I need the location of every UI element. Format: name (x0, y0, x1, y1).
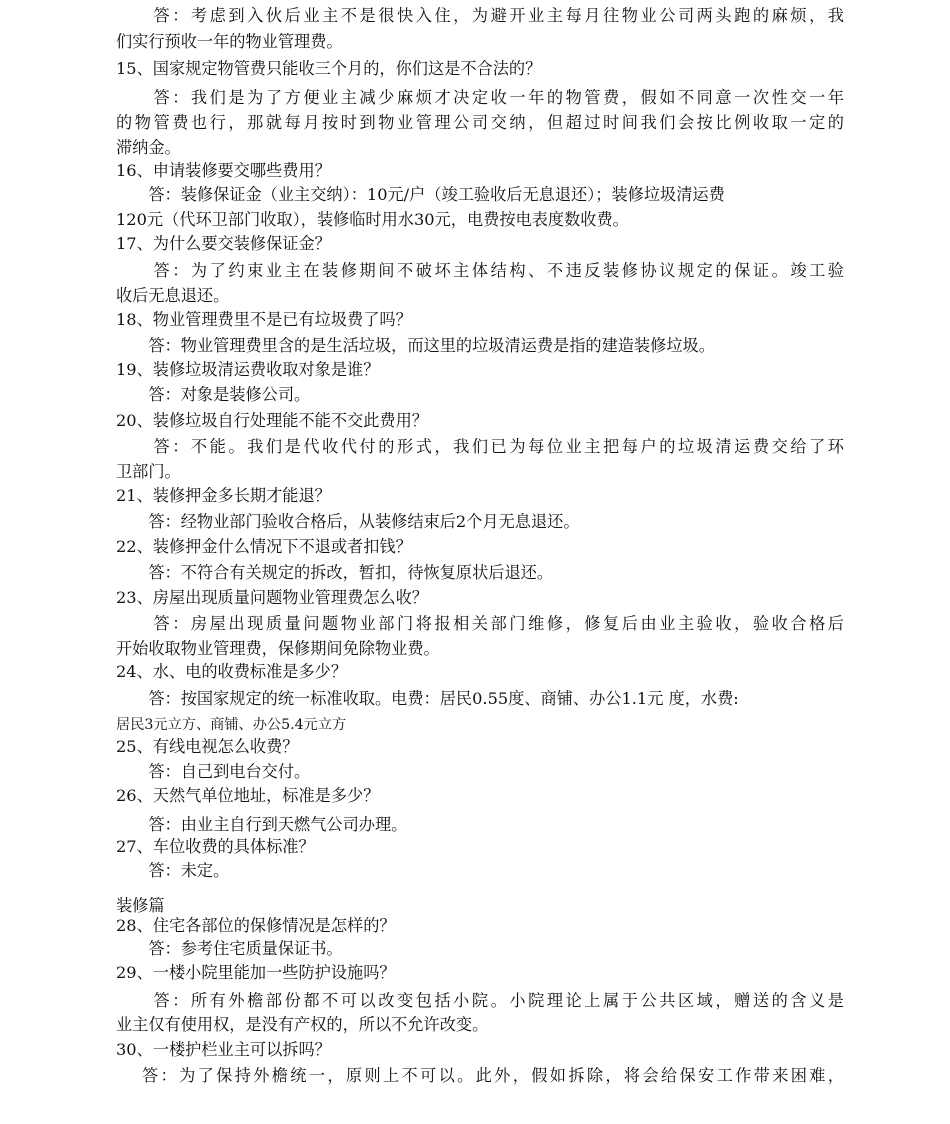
question-line: 21、装修押金多长期才能退？ (116, 486, 331, 505)
question-line: 26、天然气单位地址，标准是多少？ (116, 786, 380, 805)
answer-line: 答：按国家规定的统一标准收取。电费：居民0.55度、商铺、办公1.1元 度，水费: (116, 689, 739, 708)
answer-line: 答：我们是为了方便业主减少麻烦才决定收一年的物管费，假如不同意一次性交一年 (116, 88, 844, 107)
question-line: 24、水、电的收费标准是多少？ (116, 662, 348, 681)
question-line: 30、一楼护栏业主可以拆吗？ (116, 1040, 331, 1059)
answer-line: 的物管费也行，那就每月按时到物业管理公司交纳，但超过时间我们会按比例收取一定的 (116, 113, 844, 132)
section-heading: 装修篇 (116, 896, 165, 915)
question-line: 16、申请装修要交哪些费用？ (116, 161, 331, 180)
question-line: 17、为什么要交装修保证金？ (116, 234, 331, 253)
answer-line: 卫部门。 (116, 462, 181, 481)
question-line: 18、物业管理费里不是已有垃圾费了吗？ (116, 310, 412, 329)
question-line: 20、装修垃圾自行处理能不能不交此费用？ (116, 411, 428, 430)
answer-line: 答：不符合有关规定的拆改，暂扣，待恢复原状后退还。 (116, 563, 554, 582)
answer-line: 滞纳金。 (116, 138, 181, 157)
question-line: 15、国家规定物管费只能收三个月的，你们这是不合法的？ (116, 59, 542, 78)
question-line: 28、住宅各部位的保修情况是怎样的？ (116, 916, 396, 935)
answer-line: 答：经物业部门验收合格后，从装修结束后2个月无息退还。 (116, 512, 580, 531)
question-line: 27、车位收费的具体标准？ (116, 837, 315, 856)
answer-line: 答：由业主自行到天燃气公司办理。 (116, 815, 408, 834)
answer-line: 居民3元立方、商铺、办公5.4元立方 (116, 717, 347, 733)
answer-line: 答：对象是装修公司。 (116, 385, 311, 404)
answer-line: 收后无息退还。 (116, 286, 230, 305)
answer-line: 答：考虑到入伙后业主不是很快入住，为避开业主每月往物业公司两头跑的麻烦，我 (116, 6, 844, 25)
answer-line: 答：未定。 (116, 861, 230, 880)
question-line: 23、房屋出现质量问题物业管理费怎么收？ (116, 588, 428, 607)
answer-line: 120元（代环卫部门收取），装修临时用水30元，电费按电表度数收费。 (116, 210, 629, 229)
answer-line: 答：为了约束业主在装修期间不破坏主体结构、不违反装修协议规定的保证。竣工验 (116, 261, 844, 280)
answer-line: 业主仅有使用权，是没有产权的，所以不允许改变。 (116, 1015, 489, 1034)
answer-line: 答：自己到电台交付。 (116, 762, 311, 781)
question-line: 25、有线电视怎么收费？ (116, 737, 299, 756)
answer-line: 答：为了保持外檐统一，原则上不可以。此外，假如拆除，将会给保安工作带来困难， (116, 1066, 844, 1085)
question-line: 22、装修押金什么情况下不退或者扣钱？ (116, 537, 412, 556)
answer-line: 答：参考住宅质量保证书。 (116, 939, 343, 958)
answer-line: 答：房屋出现质量问题物业部门将报相关部门维修，修复后由业主验收，验收合格后 (116, 614, 844, 633)
answer-line: 答：物业管理费里含的是生活垃圾，而这里的垃圾清运费是指的建造装修垃圾。 (116, 336, 715, 355)
answer-line: 答：装修保证金（业主交纳）：10元/户（竣工验收后无息退还）；装修垃圾清运费 (116, 185, 725, 204)
question-line: 29、一楼小院里能加一些防护设施吗？ (116, 963, 396, 982)
answer-line: 答：所有外檐部份都不可以改变包括小院。小院理论上属于公共区域，赠送的含义是 (116, 991, 844, 1010)
answer-line: 们实行预收一年的物业管理费。 (116, 32, 343, 51)
answer-line: 答：不能。我们是代收代付的形式，我们已为每位业主把每户的垃圾清运费交给了环 (116, 437, 844, 456)
question-line: 19、装修垃圾清运费收取对象是谁？ (116, 360, 380, 379)
answer-line: 开始收取物业管理费，保修期间免除物业费。 (116, 639, 440, 658)
